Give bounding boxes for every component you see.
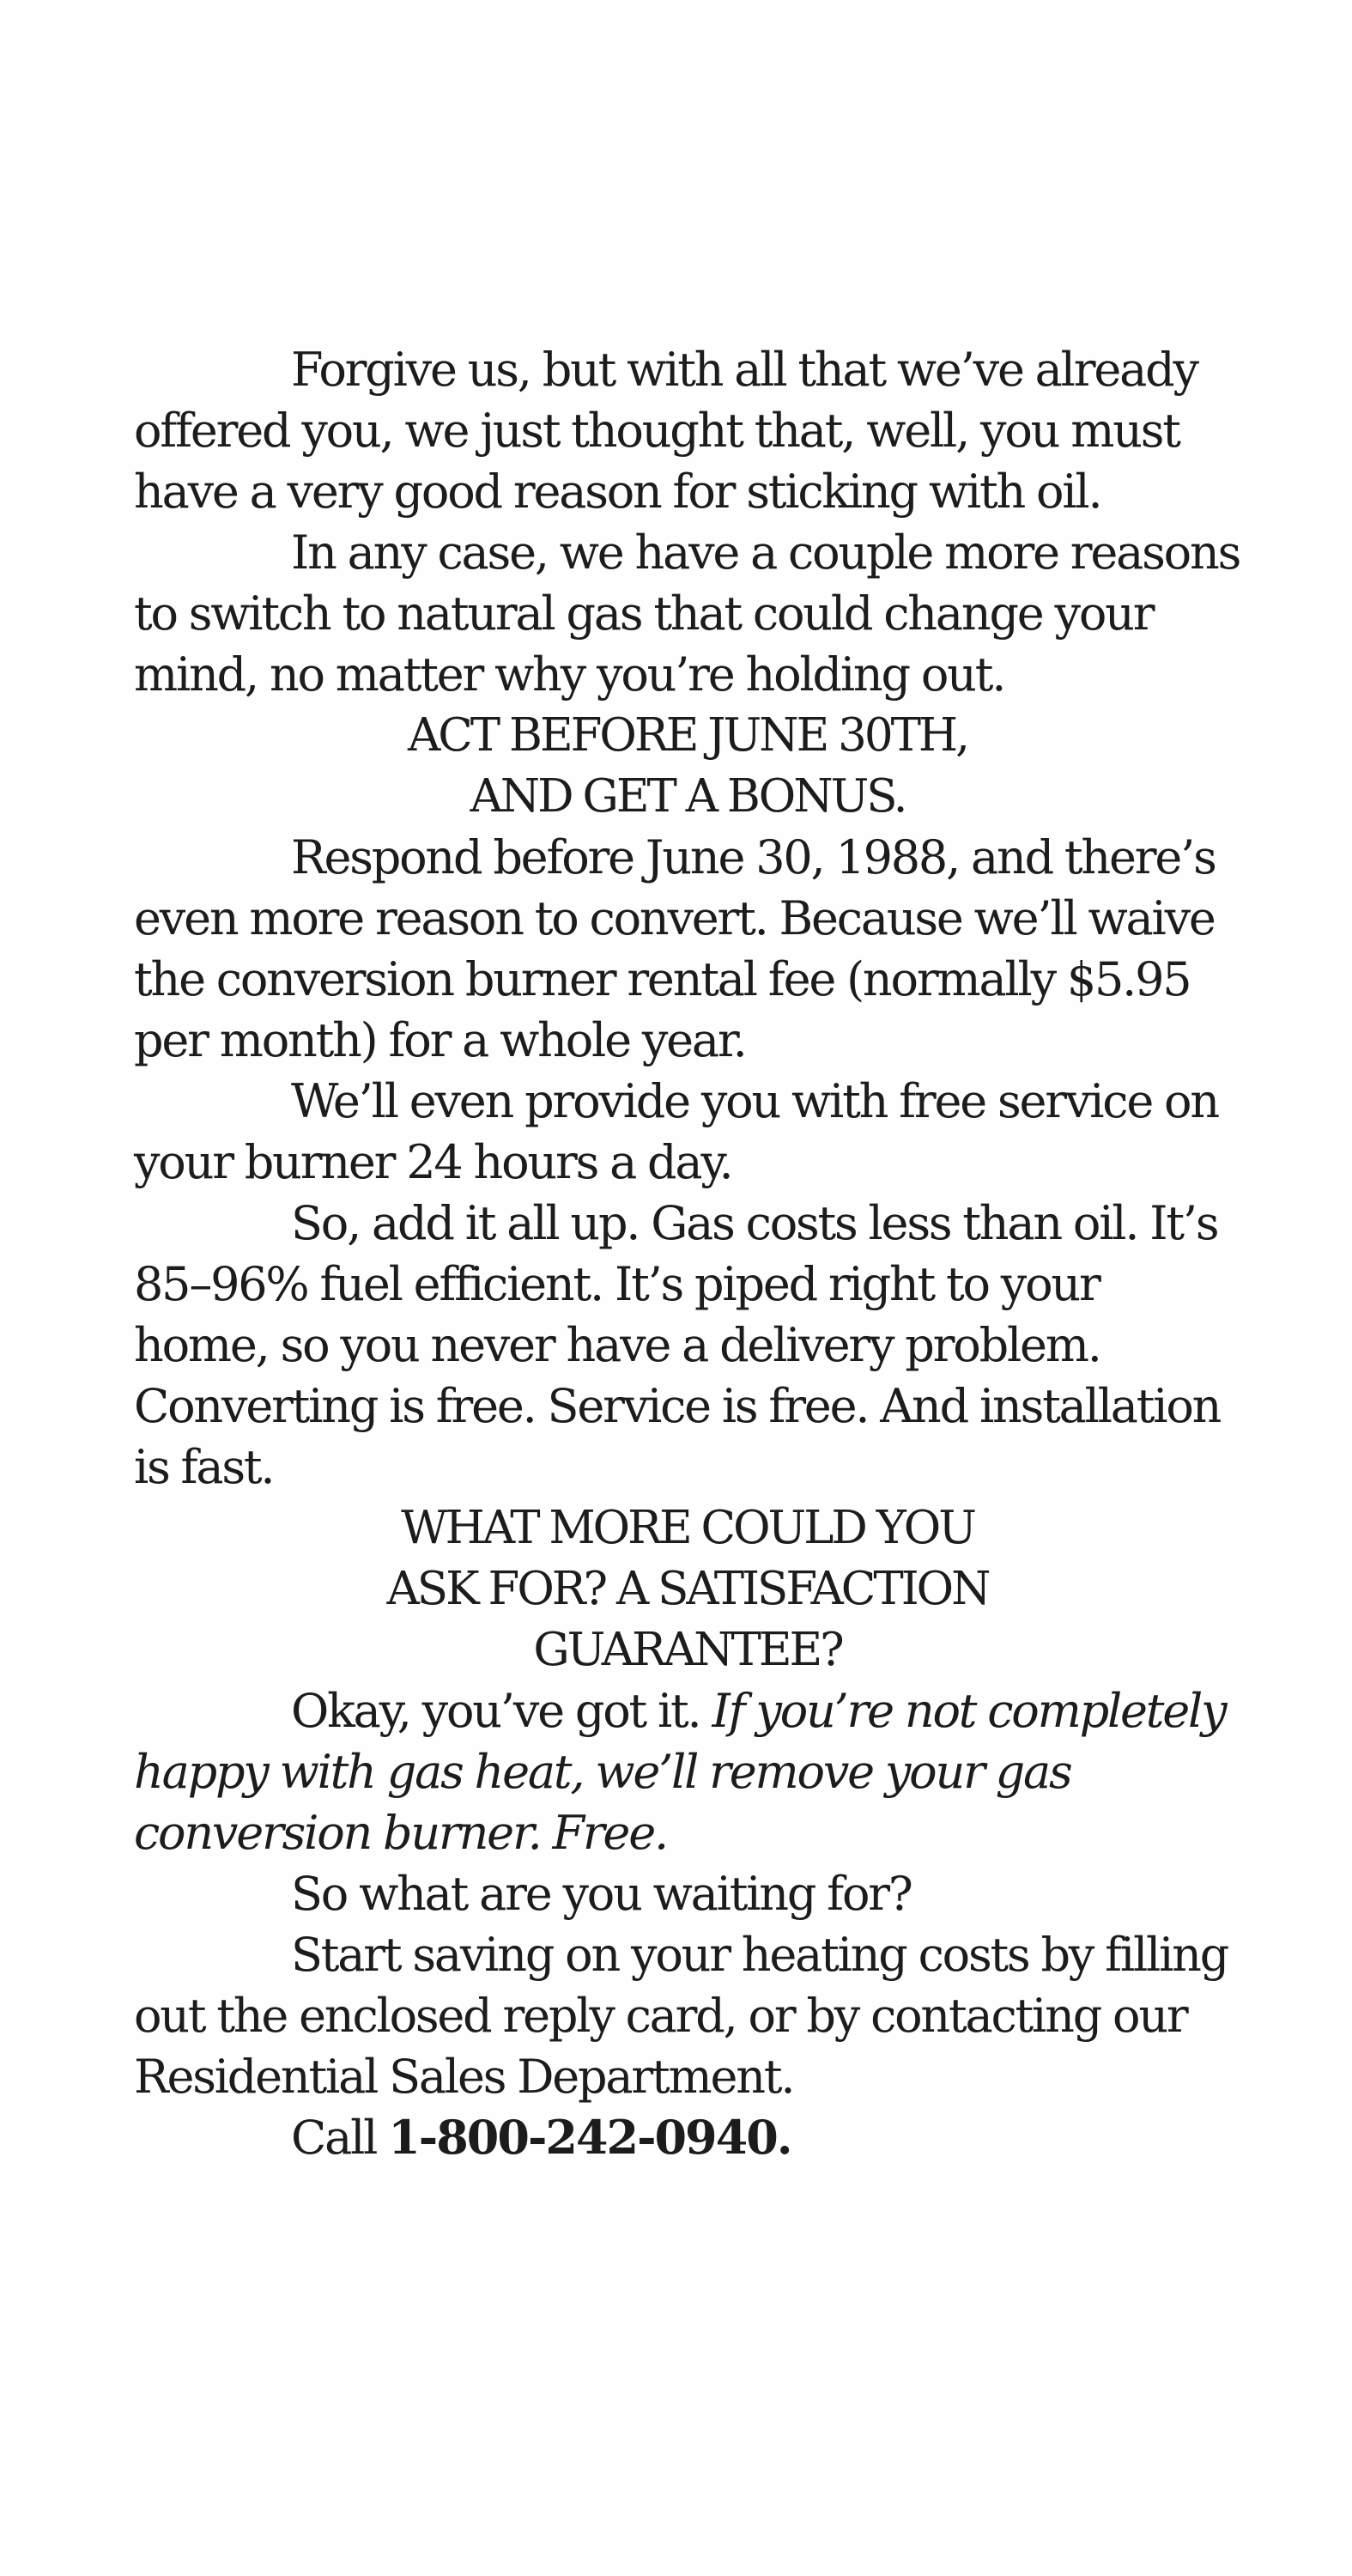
body-copy <box>134 339 1241 2168</box>
guarantee-paragraph <box>134 1680 1241 1863</box>
guarantee-italic: If you’re not completely happy with gas heat, we’ll remove your gas conversion burner. Free. <box>134 1684 1226 1860</box>
intro-paragraph-1: Forgive us, but with all that we’ve already offered you, we just thought that, well, you must have a very good reason for sticking with oil. <box>134 343 1197 519</box>
intro-paragraph-2: In any case, we have a couple more reasons to switch to natural gas that could change your mind, no matter why you’re holding out. <box>134 526 1240 702</box>
guarantee-lead: Okay, you’ve got it. <box>291 1684 700 1738</box>
bonus-paragraph-1: Respond before June 30, 1988, and there’s even more reason to convert. Because we’ll waive the conversion burner rental fee (normally $5.95 per month) for a whole year. <box>134 830 1216 1067</box>
guarantee-heading-line-3: GUARANTEE? <box>533 1624 842 1676</box>
bonus-heading-line-1: ACT BEFORE JUNE 30TH, <box>407 709 967 762</box>
guarantee-heading-line-2: ASK FOR? A SATISFACTION <box>386 1563 989 1615</box>
guarantee-heading-line-1: WHAT MORE COULD YOU <box>401 1502 974 1554</box>
phone-number: 1-800-242-0940. <box>388 2110 791 2165</box>
waiting-paragraph: So what are you waiting for? <box>291 1867 912 1921</box>
bonus-paragraph-2: We’ll even provide you with free service on your burner 24 hours a day. <box>134 1074 1218 1189</box>
call-label: Call <box>291 2111 377 2165</box>
guarantee-heading <box>134 1498 1241 1680</box>
summary-paragraph: So, add it all up. Gas costs less than oil. It’s 85–96% fuel efficient. It’s piped right to your home, so you never have a delivery problem. Converting is free. Service is free. And installation is fast. <box>134 1196 1221 1494</box>
call-line <box>134 2107 1241 2168</box>
bonus-heading <box>134 705 1241 827</box>
cta-paragraph: Start saving on your heating costs by filling out the enclosed reply card, or by contacting our Residential Sales Department. <box>134 1928 1228 2104</box>
bonus-heading-line-2: AND GET A BONUS. <box>470 770 906 823</box>
